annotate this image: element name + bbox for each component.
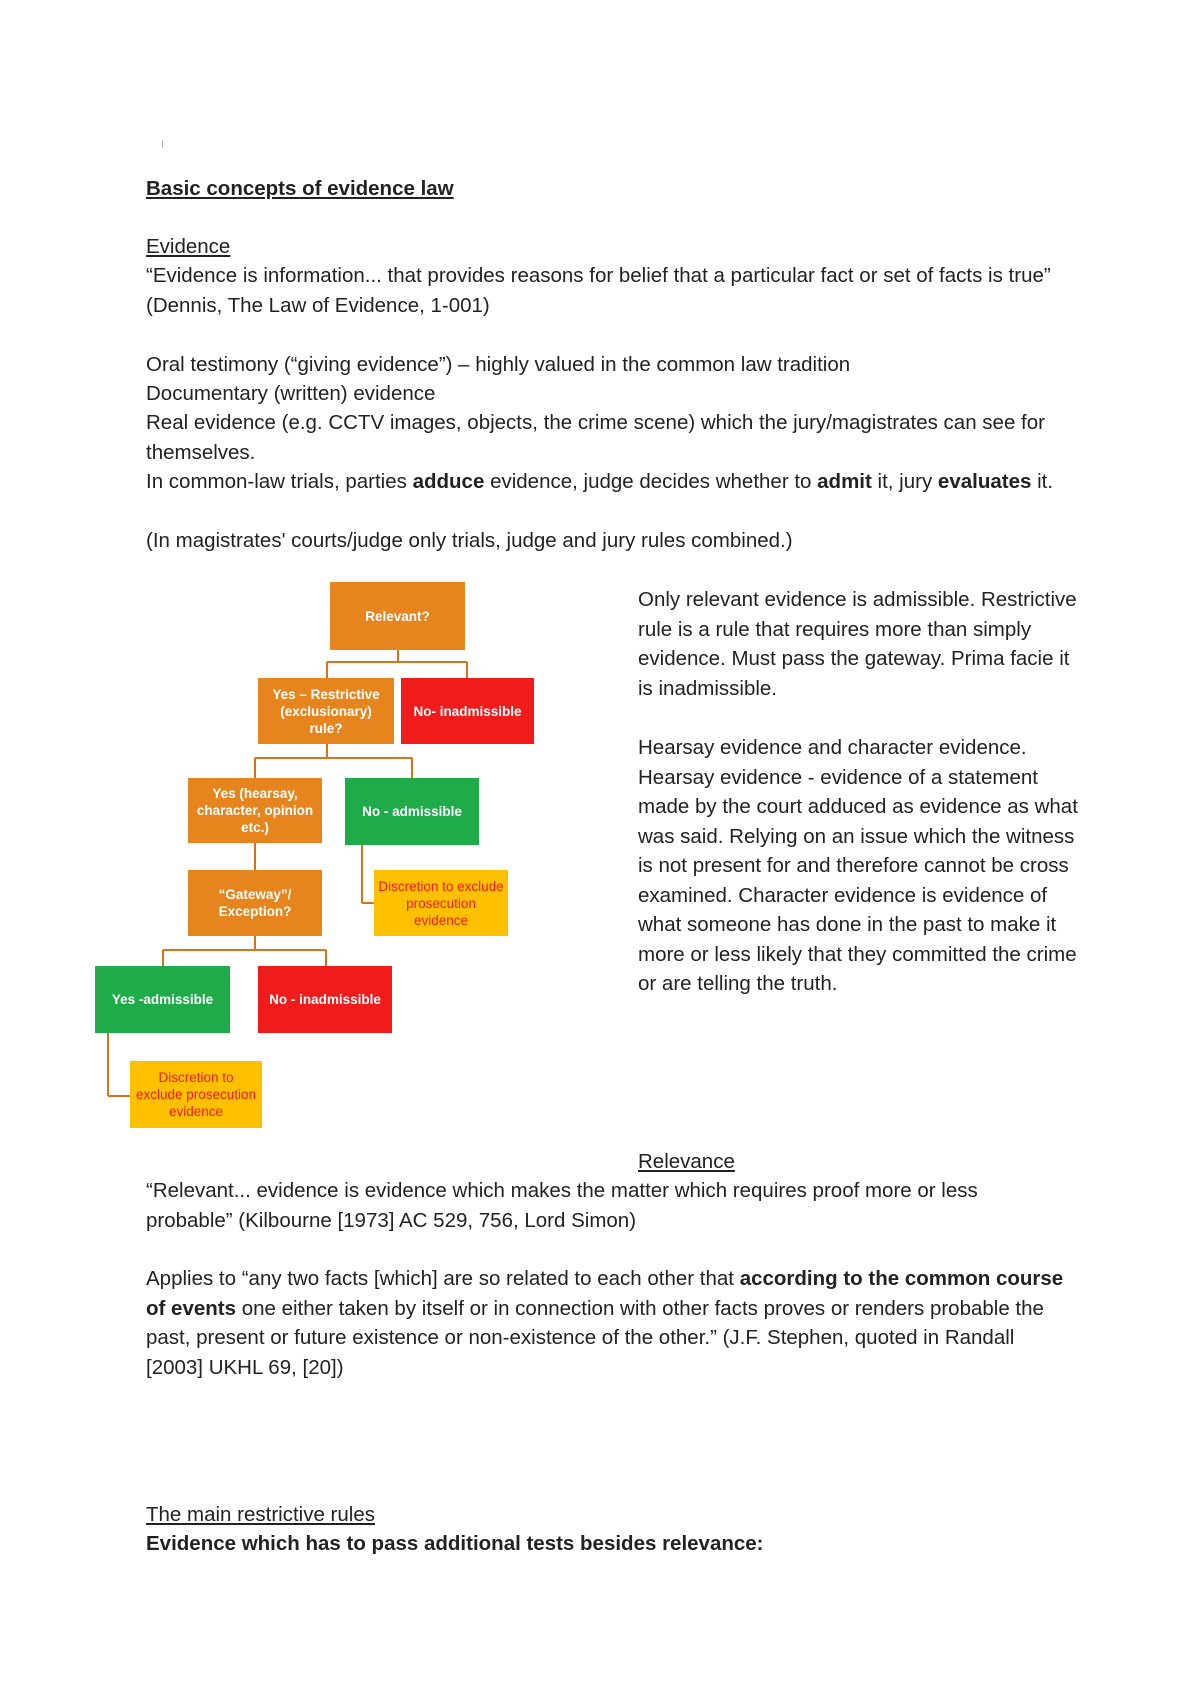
applies-text-1: Applies to “any two facts [which] are so related to each other that: [146, 1267, 740, 1290]
restrictive-rules-subheading: Evidence which has to pass additional tests besides relevance:: [146, 1532, 764, 1555]
evidence-quote: “Evidence is information... that provides reasons for belief that a particular fact or set of facts is true” (Dennis, The Law of Evidence, 1-001): [146, 264, 1051, 317]
trials-text-1: In common-law trials, parties: [146, 470, 413, 493]
flow-relevant-box: Relevant?: [330, 582, 465, 650]
flow-hearsay-character-box: Yes (hearsay, character, opinion etc.): [188, 778, 322, 843]
trials-bold-admit: admit: [817, 470, 872, 493]
documentary-line: Documentary (written) evidence: [146, 382, 436, 405]
trials-text-2: evidence, judge decides whether to: [484, 470, 818, 493]
flow-inadmissible-box-1: No- inadmissible: [401, 678, 534, 744]
real-evidence-line: Real evidence (e.g. CCTV images, objects, the crime scene) which the jury/magistrates can see for themselves.: [146, 411, 1045, 464]
document-title: Basic concepts of evidence law: [146, 177, 454, 200]
flow-admissible-box-2: Yes -admissible: [95, 966, 230, 1033]
trials-bold-evaluates: evaluates: [937, 470, 1032, 493]
applies-text-2: one either taken by itself or in connection with other facts proves or renders probable the past, present or future existence or non-existence of the other.” (J.F. Stephen, quoted in Randall [2003] UKHL 69, [20]): [146, 1296, 1044, 1379]
flow-gateway-box: “Gateway”/ Exception?: [188, 870, 322, 936]
evidence-heading: Evidence: [146, 235, 231, 258]
restrictive-rules-heading: The main restrictive rules: [146, 1503, 375, 1526]
applies-bold-common-course: according to the common course of events: [146, 1267, 1064, 1320]
applies-paragraph: [146, 1264, 1066, 1382]
flow-restrictive-rule-box: Yes – Restrictive (exclusionary) rule?: [258, 678, 394, 744]
side-note-restrictive-rule: Only relevant evidence is admissible. Restrictive rule is a rule that requires more than simply evidence. Must pass the gateway. Prima facie it is inadmissible.: [638, 588, 1077, 700]
side-note-hearsay-character: Hearsay evidence and character evidence. Hearsay evidence - evidence of a statement made by the court adduced as evidence as what was said. Relying on an issue which the witness is not present for and therefore cannot be cross examined. Character evidence is evidence of what someone has done in the past to make it more or less likely that they committed the crime or are telling the truth.: [638, 736, 1078, 995]
flow-inadmissible-box-2: No - inadmissible: [258, 966, 392, 1033]
flow-discretion-box-1: Discretion to exclude prosecution evidence: [374, 870, 508, 936]
flow-discretion-box-2: Discretion to exclude prosecution evidence: [130, 1061, 262, 1128]
flow-admissible-box-1: No - admissible: [345, 778, 479, 845]
oral-testimony-line: Oral testimony (“giving evidence”) – highly valued in the common law tradition: [146, 353, 851, 376]
trials-bold-adduce: adduce: [412, 470, 485, 493]
magistrates-line: (In magistrates' courts/judge only trials, judge and jury rules combined.): [146, 529, 793, 552]
relevance-quote: “Relevant... evidence is evidence which makes the matter which requires proof more or less probable” (Kilbourne [1973] AC 529, 756, Lord Simon): [146, 1179, 978, 1232]
relevance-heading: Relevance: [638, 1150, 735, 1173]
trials-text-4: it.: [1031, 470, 1054, 493]
trials-text-3: it, jury: [871, 470, 938, 493]
